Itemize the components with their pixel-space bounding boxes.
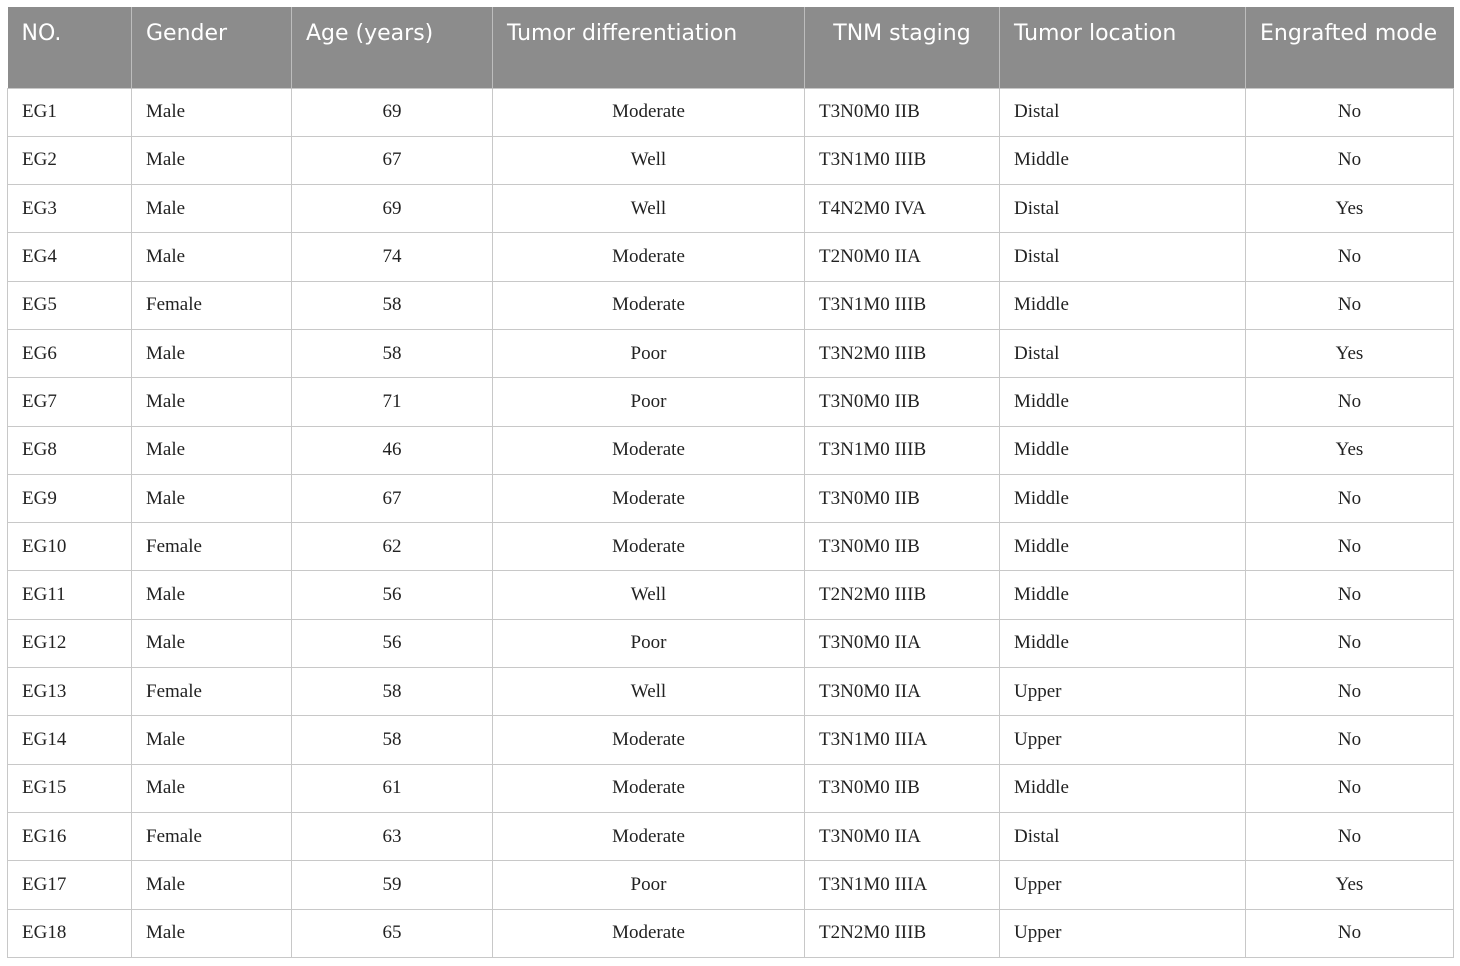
age-cell: 62 xyxy=(292,523,493,571)
age-cell: 67 xyxy=(292,136,493,184)
tnm-staging-cell: T3N0M0 IIB xyxy=(805,764,1000,812)
gender-cell: Male xyxy=(132,861,292,909)
no-cell: EG3 xyxy=(8,185,132,233)
gender-cell: Male xyxy=(132,571,292,619)
differentiation-cell: Well xyxy=(493,668,805,716)
table-row xyxy=(8,716,1454,764)
no-cell: EG15 xyxy=(8,764,132,812)
engrafted-mode-cell: No xyxy=(1246,764,1454,812)
table-row xyxy=(8,523,1454,571)
tnm-staging-cell: T3N1M0 IIIB xyxy=(805,281,1000,329)
gender-cell: Male xyxy=(132,136,292,184)
location-cell: Middle xyxy=(1000,571,1246,619)
age-cell: 59 xyxy=(292,861,493,909)
table-row xyxy=(8,136,1454,184)
age-cell: 65 xyxy=(292,909,493,957)
tnm-staging-cell: T3N0M0 IIA xyxy=(805,619,1000,667)
age-cell: 58 xyxy=(292,668,493,716)
no-cell: EG9 xyxy=(8,474,132,522)
location-cell: Distal xyxy=(1000,185,1246,233)
engrafted-mode-cell: No xyxy=(1246,136,1454,184)
engrafted-mode-cell: Yes xyxy=(1246,185,1454,233)
differentiation-cell: Poor xyxy=(493,861,805,909)
table-row xyxy=(8,185,1454,233)
age-cell: 46 xyxy=(292,426,493,474)
gender-cell: Female xyxy=(132,523,292,571)
engrafted-mode-cell: Yes xyxy=(1246,861,1454,909)
age-cell: 69 xyxy=(292,185,493,233)
gender-cell: Male xyxy=(132,378,292,426)
location-cell: Upper xyxy=(1000,909,1246,957)
engrafted-mode-cell: Yes xyxy=(1246,426,1454,474)
no-cell: EG4 xyxy=(8,233,132,281)
age-cell: 56 xyxy=(292,571,493,619)
gender-cell: Male xyxy=(132,716,292,764)
engrafted-mode-cell: No xyxy=(1246,571,1454,619)
table-row xyxy=(8,233,1454,281)
gender-cell: Male xyxy=(132,329,292,377)
no-cell: EG11 xyxy=(8,571,132,619)
gender-cell: Male xyxy=(132,233,292,281)
age-cell: 61 xyxy=(292,764,493,812)
patient-characteristics-table xyxy=(7,7,1454,958)
no-cell: EG2 xyxy=(8,136,132,184)
tnm-staging-cell: T3N0M0 IIA xyxy=(805,812,1000,860)
tnm-staging-cell: T3N0M0 IIB xyxy=(805,378,1000,426)
no-cell: EG6 xyxy=(8,329,132,377)
location-cell: Distal xyxy=(1000,329,1246,377)
age-cell: 58 xyxy=(292,281,493,329)
gender-cell: Male xyxy=(132,909,292,957)
no-cell: EG17 xyxy=(8,861,132,909)
age-cell: 63 xyxy=(292,812,493,860)
location-cell: Distal xyxy=(1000,812,1246,860)
differentiation-cell: Well xyxy=(493,136,805,184)
tnm-staging-cell: T3N1M0 IIIA xyxy=(805,716,1000,764)
engrafted-mode-cell: No xyxy=(1246,716,1454,764)
differentiation-cell: Moderate xyxy=(493,764,805,812)
location-cell: Upper xyxy=(1000,716,1246,764)
differentiation-cell: Poor xyxy=(493,329,805,377)
differentiation-cell: Well xyxy=(493,571,805,619)
tnm-staging-cell: T3N0M0 IIB xyxy=(805,88,1000,136)
gender-cell: Female xyxy=(132,812,292,860)
no-cell: EG8 xyxy=(8,426,132,474)
engrafted-mode-cell: No xyxy=(1246,668,1454,716)
differentiation-cell: Poor xyxy=(493,619,805,667)
age-cell: 69 xyxy=(292,88,493,136)
age-cell: 67 xyxy=(292,474,493,522)
table-row xyxy=(8,764,1454,812)
differentiation-cell: Well xyxy=(493,185,805,233)
age-cell: 58 xyxy=(292,329,493,377)
location-cell: Middle xyxy=(1000,281,1246,329)
age-cell: 56 xyxy=(292,619,493,667)
table-row xyxy=(8,619,1454,667)
engrafted-mode-cell: Yes xyxy=(1246,329,1454,377)
no-cell: EG5 xyxy=(8,281,132,329)
engrafted-mode-cell: No xyxy=(1246,281,1454,329)
tnm-staging-cell: T2N0M0 IIA xyxy=(805,233,1000,281)
location-cell: Middle xyxy=(1000,474,1246,522)
differentiation-cell: Moderate xyxy=(493,523,805,571)
engrafted-mode-cell: No xyxy=(1246,909,1454,957)
no-cell: EG18 xyxy=(8,909,132,957)
engrafted-mode-cell: No xyxy=(1246,378,1454,426)
no-cell: EG14 xyxy=(8,716,132,764)
header-gender: Gender xyxy=(132,7,292,88)
tnm-staging-cell: T3N1M0 IIIB xyxy=(805,136,1000,184)
location-cell: Middle xyxy=(1000,764,1246,812)
no-cell: EG10 xyxy=(8,523,132,571)
age-cell: 71 xyxy=(292,378,493,426)
location-cell: Middle xyxy=(1000,426,1246,474)
differentiation-cell: Moderate xyxy=(493,812,805,860)
table-row xyxy=(8,329,1454,377)
gender-cell: Male xyxy=(132,88,292,136)
no-cell: EG7 xyxy=(8,378,132,426)
engrafted-mode-cell: No xyxy=(1246,523,1454,571)
table-row xyxy=(8,812,1454,860)
location-cell: Middle xyxy=(1000,136,1246,184)
header-row xyxy=(8,7,1454,88)
gender-cell: Male xyxy=(132,474,292,522)
age-cell: 74 xyxy=(292,233,493,281)
engrafted-mode-cell: No xyxy=(1246,619,1454,667)
table-row xyxy=(8,88,1454,136)
table-row xyxy=(8,571,1454,619)
gender-cell: Female xyxy=(132,668,292,716)
header-tnm-staging: TNM staging xyxy=(805,7,1000,88)
no-cell: EG13 xyxy=(8,668,132,716)
table-row xyxy=(8,474,1454,522)
header-tumor-location: Tumor location xyxy=(1000,7,1246,88)
no-cell: EG1 xyxy=(8,88,132,136)
table-row xyxy=(8,861,1454,909)
location-cell: Middle xyxy=(1000,378,1246,426)
table-row xyxy=(8,378,1454,426)
tnm-staging-cell: T3N1M0 IIIB xyxy=(805,426,1000,474)
table-body xyxy=(8,88,1454,957)
gender-cell: Male xyxy=(132,426,292,474)
differentiation-cell: Moderate xyxy=(493,88,805,136)
differentiation-cell: Moderate xyxy=(493,426,805,474)
gender-cell: Male xyxy=(132,764,292,812)
table-row xyxy=(8,909,1454,957)
differentiation-cell: Poor xyxy=(493,378,805,426)
differentiation-cell: Moderate xyxy=(493,716,805,764)
age-cell: 58 xyxy=(292,716,493,764)
location-cell: Upper xyxy=(1000,668,1246,716)
gender-cell: Male xyxy=(132,619,292,667)
tnm-staging-cell: T3N0M0 IIB xyxy=(805,523,1000,571)
location-cell: Upper xyxy=(1000,861,1246,909)
location-cell: Middle xyxy=(1000,619,1246,667)
tnm-staging-cell: T2N2M0 IIIB xyxy=(805,571,1000,619)
table-row xyxy=(8,426,1454,474)
tnm-staging-cell: T2N2M0 IIIB xyxy=(805,909,1000,957)
tnm-staging-cell: T3N1M0 IIIA xyxy=(805,861,1000,909)
tnm-staging-cell: T3N2M0 IIIB xyxy=(805,329,1000,377)
tnm-staging-cell: T3N0M0 IIA xyxy=(805,668,1000,716)
gender-cell: Female xyxy=(132,281,292,329)
no-cell: EG12 xyxy=(8,619,132,667)
differentiation-cell: Moderate xyxy=(493,474,805,522)
table-row xyxy=(8,668,1454,716)
no-cell: EG16 xyxy=(8,812,132,860)
differentiation-cell: Moderate xyxy=(493,233,805,281)
differentiation-cell: Moderate xyxy=(493,909,805,957)
header-tumor-differentiation: Tumor differentiation xyxy=(493,7,805,88)
tnm-staging-cell: T4N2M0 IVA xyxy=(805,185,1000,233)
engrafted-mode-cell: No xyxy=(1246,474,1454,522)
header-age: Age (years) xyxy=(292,7,493,88)
gender-cell: Male xyxy=(132,185,292,233)
engrafted-mode-cell: No xyxy=(1246,233,1454,281)
tnm-staging-cell: T3N0M0 IIB xyxy=(805,474,1000,522)
table-header xyxy=(8,7,1454,88)
engrafted-mode-cell: No xyxy=(1246,812,1454,860)
engrafted-mode-cell: No xyxy=(1246,88,1454,136)
location-cell: Distal xyxy=(1000,88,1246,136)
header-engrafted-mode: Engrafted mode xyxy=(1246,7,1454,88)
differentiation-cell: Moderate xyxy=(493,281,805,329)
location-cell: Distal xyxy=(1000,233,1246,281)
patient-table-container xyxy=(7,7,1453,958)
location-cell: Middle xyxy=(1000,523,1246,571)
header-no: NO. xyxy=(8,7,132,88)
table-row xyxy=(8,281,1454,329)
